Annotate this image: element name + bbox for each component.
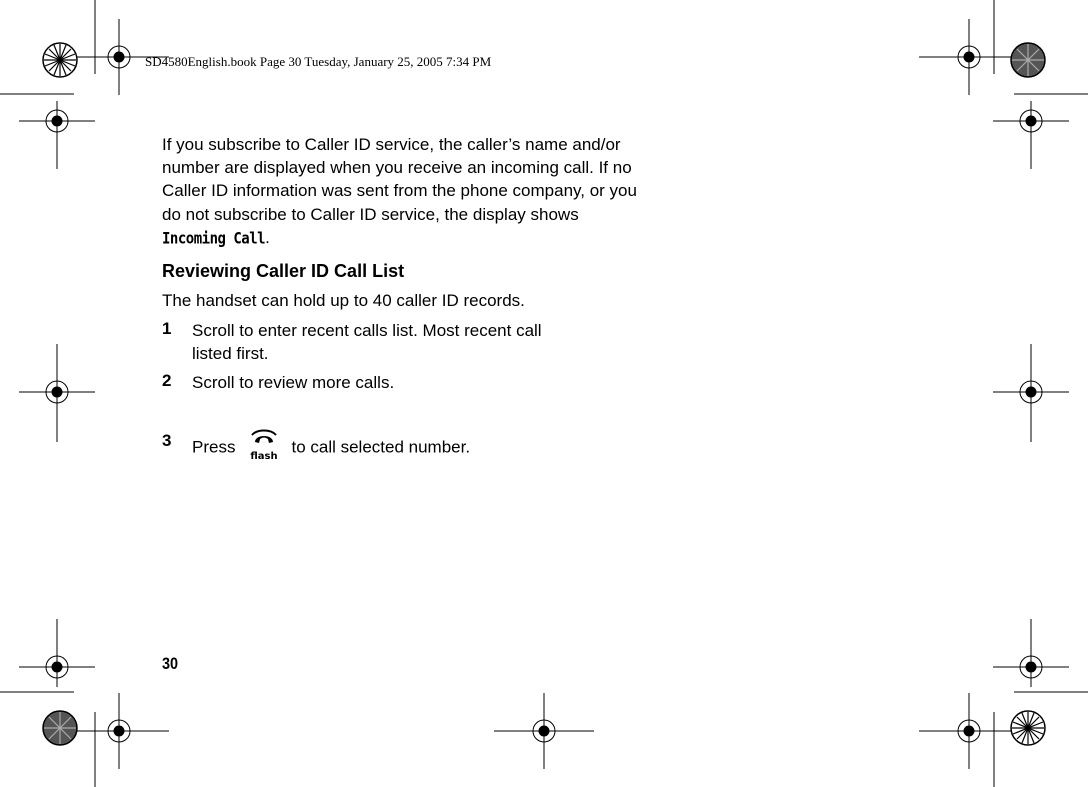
flash-phone-icon (249, 428, 279, 462)
step-text (192, 431, 470, 465)
flash-label: flash (250, 451, 279, 462)
step-text-line: listed first. (192, 344, 269, 363)
file-info-header: SD4580English.book Page 30 Tuesday, January 25, 2005 7:34 PM (145, 54, 492, 69)
section-paragraph: The handset can hold up to 40 caller ID records. (162, 291, 525, 310)
step-text-after: to call selected number. (291, 437, 471, 457)
intro-paragraph (162, 133, 642, 251)
lcd-display-text: Incoming Call (162, 229, 266, 248)
step-number: 1 (162, 319, 172, 338)
step-number: 3 (162, 431, 172, 450)
step-number: 2 (162, 371, 172, 390)
page-content (162, 133, 642, 462)
section-heading: Reviewing Caller ID Call List (162, 261, 405, 281)
step-text-before: Press (192, 437, 236, 457)
intro-end: . (265, 227, 270, 247)
step-text: Scroll to review more calls. (192, 373, 395, 392)
intro-text: If you subscribe to Caller ID service, the caller’s name and/or number are displayed when you receive an incoming call. If no Caller ID information was sent from the phone company, or you do not subscribe to Caller ID service, the display shows (162, 135, 637, 224)
step-text (192, 319, 542, 365)
step-text-line: Scroll to enter recent calls list. Most recent call (192, 321, 542, 340)
page-number: 30 (162, 654, 179, 673)
